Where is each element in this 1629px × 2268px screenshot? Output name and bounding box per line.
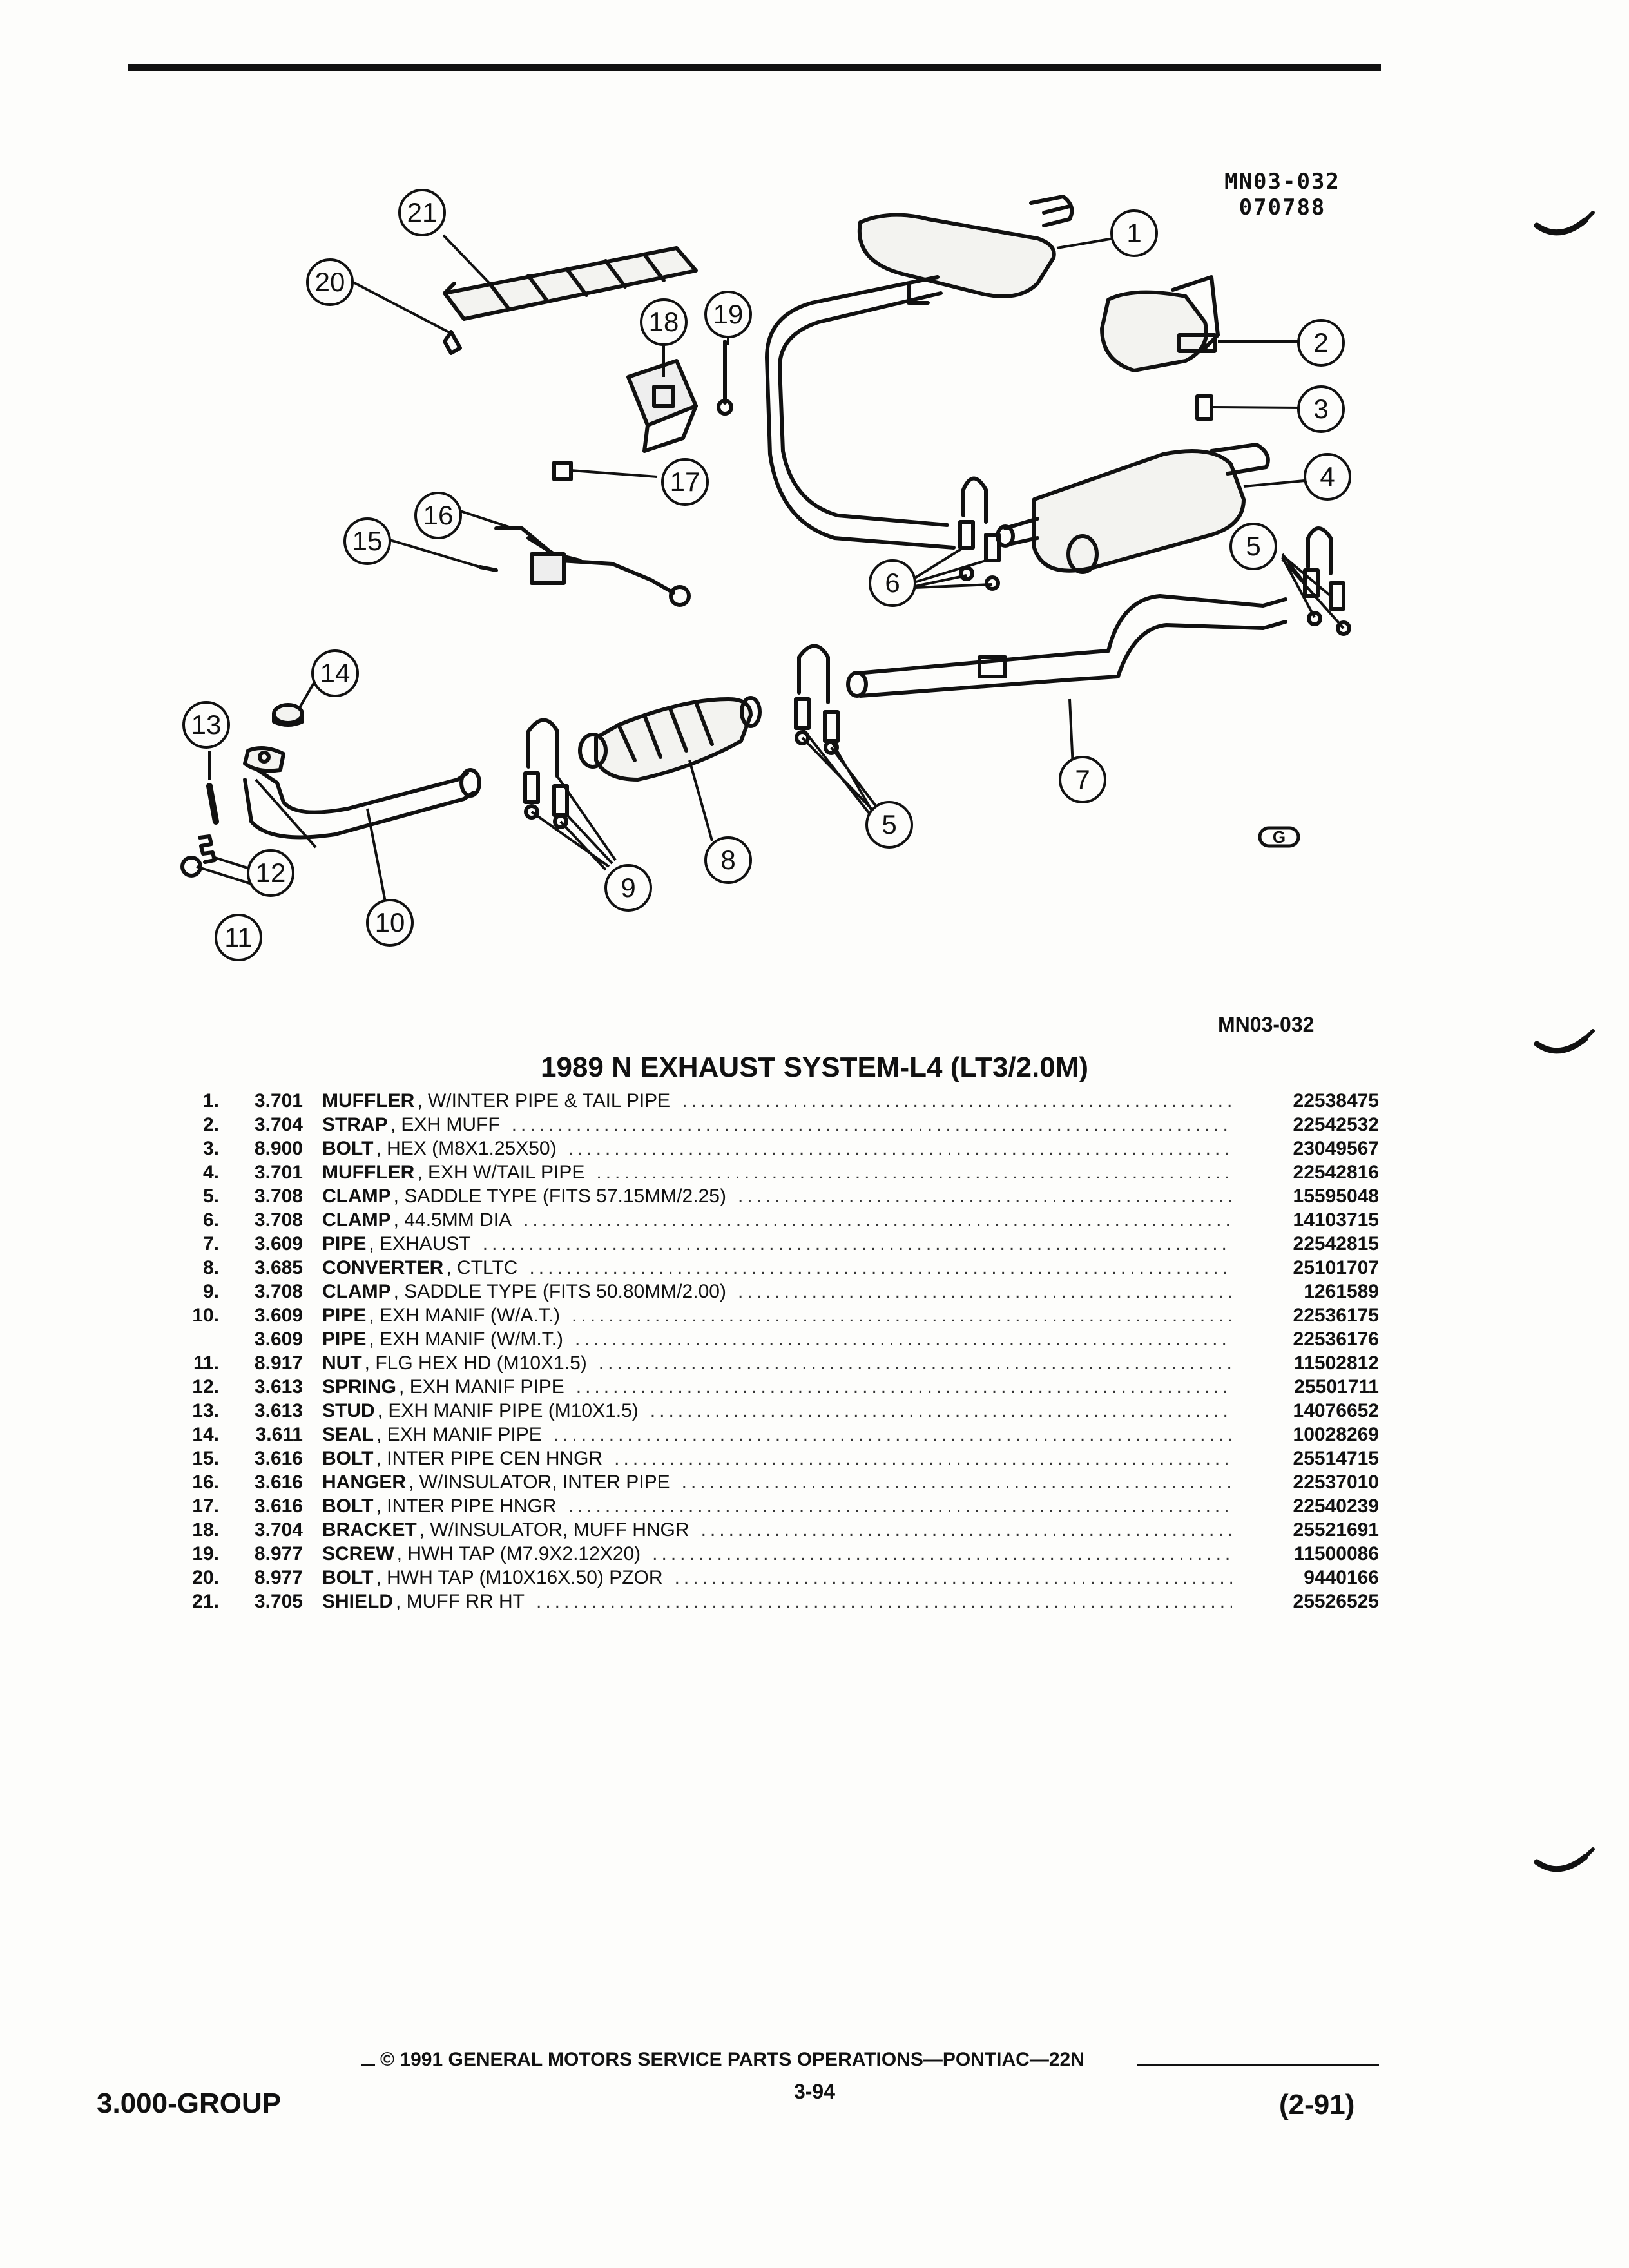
- part-number: 22536176: [1293, 1329, 1379, 1350]
- part-group-number: 3.685: [254, 1257, 303, 1278]
- part-description: [322, 1494, 1244, 1518]
- part-number: 25521691: [1293, 1519, 1379, 1541]
- part-group-number: 3.705: [254, 1591, 303, 1612]
- part-detail: , EXH MANIF PIPE: [399, 1376, 564, 1398]
- callout-10: 10: [374, 907, 405, 937]
- dot-leader: [682, 1089, 1232, 1113]
- callout-20: 20: [314, 267, 345, 297]
- callout-15: 15: [352, 526, 383, 556]
- spring-12: [200, 836, 215, 862]
- dot-leader: [682, 1470, 1232, 1494]
- logo-letter: G: [1272, 827, 1286, 847]
- part-detail: , INTER PIPE CEN HNGR: [376, 1448, 603, 1469]
- part-name: CONVERTER: [322, 1257, 444, 1278]
- callout-6: 6: [885, 568, 900, 598]
- part-number: 14076652: [1293, 1400, 1379, 1421]
- part-detail: , CTLTC: [446, 1257, 518, 1278]
- parts-row: [180, 1089, 1379, 1113]
- part-description: [322, 1542, 1244, 1566]
- manifold-pipe-10: [245, 748, 479, 838]
- parts-row: [180, 1280, 1379, 1303]
- part-item-number: 13.: [192, 1400, 219, 1421]
- dot-leader: [572, 1303, 1232, 1327]
- margin-mark-3: [1534, 1843, 1598, 1888]
- stud-13: [209, 786, 216, 822]
- part-detail: , INTER PIPE HNGR: [376, 1495, 557, 1517]
- callout-18: 18: [648, 307, 679, 337]
- parts-row: [180, 1518, 1379, 1542]
- callout-8: 8: [720, 845, 736, 875]
- callout-3: 3: [1313, 394, 1329, 424]
- part-detail: , SADDLE TYPE (FITS 57.15MM/2.25): [393, 1186, 726, 1207]
- part-detail: , EXH MANIF (W/A.T.): [369, 1305, 561, 1326]
- part-group-number: 3.609: [254, 1305, 303, 1326]
- part-group-number: 3.704: [254, 1519, 303, 1541]
- dot-leader: [596, 1160, 1232, 1184]
- callout-16: 16: [423, 500, 454, 530]
- dot-leader: [536, 1590, 1232, 1613]
- parts-row: [180, 1113, 1379, 1137]
- strap-2: [1102, 277, 1218, 370]
- callout-17: 17: [670, 466, 700, 497]
- part-name: BOLT: [322, 1495, 374, 1517]
- footer-rule-right: [1137, 2064, 1379, 2066]
- footer-rule-left: [361, 2064, 375, 2066]
- part-item-number: 14.: [192, 1424, 219, 1445]
- part-group-number: 3.701: [254, 1090, 303, 1111]
- part-detail: , W/INTER PIPE & TAIL PIPE: [417, 1090, 671, 1111]
- parts-row: [180, 1303, 1379, 1327]
- part-description: [322, 1327, 1244, 1351]
- figure-label: MN03-032: [1218, 1013, 1315, 1036]
- part-item-number: 17.: [192, 1495, 219, 1517]
- part-number: 22542532: [1293, 1114, 1379, 1135]
- clamp-9: [525, 720, 567, 828]
- part-item-number: 5.: [202, 1186, 219, 1207]
- part-description: [322, 1351, 1244, 1375]
- part-description: [322, 1470, 1244, 1494]
- parts-row: [180, 1470, 1379, 1494]
- callout-4: 4: [1320, 461, 1335, 492]
- screw-19: [718, 341, 731, 414]
- callout-2: 2: [1313, 327, 1329, 358]
- part-name: SCREW: [322, 1543, 394, 1564]
- part-number: 14103715: [1293, 1209, 1379, 1231]
- part-number: 22536175: [1293, 1305, 1379, 1326]
- dot-leader: [614, 1446, 1232, 1470]
- clamp-5-center: [796, 646, 838, 754]
- part-detail: , EXH MANIF PIPE (M10X1.5): [377, 1400, 639, 1421]
- dot-leader: [599, 1351, 1232, 1375]
- part-group-number: 8.977: [254, 1567, 303, 1588]
- drawing-id: MN03-032: [1224, 169, 1340, 195]
- part-number: 22542815: [1293, 1233, 1379, 1254]
- part-detail: , HEX (M8X1.25X50): [376, 1138, 557, 1159]
- dot-leader: [652, 1542, 1232, 1566]
- part-name: BOLT: [322, 1448, 374, 1469]
- part-description: [322, 1518, 1244, 1542]
- footer-date: (2-91): [1279, 2089, 1355, 2120]
- footer-page-number: 3-94: [793, 2080, 836, 2103]
- parts-row: [180, 1566, 1379, 1590]
- part-group-number: 3.708: [254, 1281, 303, 1302]
- part-item-number: 4.: [202, 1162, 219, 1183]
- part-group-number: 8.977: [254, 1543, 303, 1564]
- part-description: [322, 1208, 1244, 1232]
- muffler-4: [998, 445, 1268, 572]
- parts-row: [180, 1351, 1379, 1375]
- part-description: [322, 1089, 1244, 1113]
- part-description: [322, 1232, 1244, 1256]
- part-item-number: 1.: [202, 1090, 219, 1111]
- bracket-18: [628, 361, 696, 451]
- intermediate-pipe: [767, 277, 954, 548]
- part-item-number: 12.: [192, 1376, 219, 1398]
- part-item-number: 7.: [202, 1233, 219, 1254]
- part-group-number: 3.708: [254, 1186, 303, 1207]
- part-number: 11502812: [1294, 1352, 1379, 1374]
- converter-8: [580, 698, 760, 780]
- part-description: [322, 1375, 1244, 1399]
- part-number: 25514715: [1293, 1448, 1379, 1469]
- seal-14: [274, 705, 302, 725]
- footer-group: 3.000-GROUP: [97, 2088, 282, 2119]
- part-name: BRACKET: [322, 1519, 417, 1541]
- callout-12: 12: [255, 858, 286, 888]
- part-name: MUFFLER: [322, 1090, 415, 1111]
- part-item-number: 16.: [192, 1472, 219, 1493]
- part-detail: , EXH MUFF: [390, 1114, 500, 1135]
- part-name: CLAMP: [322, 1281, 391, 1302]
- part-description: [322, 1423, 1244, 1446]
- part-number: 1261589: [1304, 1281, 1379, 1302]
- clamp-6: [960, 479, 999, 590]
- part-description: [322, 1137, 1244, 1160]
- part-number: 15595048: [1293, 1186, 1379, 1207]
- part-description: [322, 1590, 1244, 1613]
- part-item-number: 15.: [192, 1448, 219, 1469]
- part-number: 22537010: [1293, 1472, 1379, 1493]
- dot-leader: [675, 1566, 1232, 1590]
- part-name: HANGER: [322, 1472, 407, 1493]
- part-number: 10028269: [1293, 1424, 1379, 1445]
- part-name: PIPE: [322, 1329, 367, 1350]
- part-detail: , W/INSULATOR, INTER PIPE: [409, 1472, 670, 1493]
- part-name: MUFFLER: [322, 1162, 415, 1183]
- part-detail: , FLG HEX HD (M10X1.5): [364, 1352, 587, 1374]
- dot-leader: [738, 1184, 1232, 1208]
- parts-row: [180, 1256, 1379, 1280]
- part-item-number: 21.: [192, 1591, 219, 1612]
- parts-row: [180, 1446, 1379, 1470]
- bolt-3: [1197, 396, 1211, 419]
- dot-leader: [738, 1280, 1232, 1303]
- part-item-number: 2.: [202, 1114, 219, 1135]
- dot-leader: [523, 1208, 1232, 1232]
- parts-row: [180, 1375, 1379, 1399]
- parts-row: [180, 1232, 1379, 1256]
- callout-14: 14: [320, 658, 351, 688]
- callout-5: 5: [1246, 531, 1261, 561]
- part-description: [322, 1446, 1244, 1470]
- parts-row: [180, 1327, 1379, 1351]
- part-detail: , SADDLE TYPE (FITS 50.80MM/2.00): [393, 1281, 726, 1302]
- part-name: SHIELD: [322, 1591, 394, 1612]
- part-group-number: 8.900: [254, 1138, 303, 1159]
- dot-leader: [568, 1494, 1232, 1518]
- part-group-number: 3.613: [254, 1400, 303, 1421]
- dot-leader: [483, 1232, 1232, 1256]
- bolt-15: [480, 567, 496, 570]
- part-number: 25526525: [1293, 1591, 1379, 1612]
- part-item-number: 6.: [202, 1209, 219, 1231]
- part-detail: , MUFF RR HT: [396, 1591, 525, 1612]
- part-number: 25101707: [1293, 1257, 1379, 1278]
- part-name: BOLT: [322, 1567, 374, 1588]
- dot-leader: [512, 1113, 1232, 1137]
- part-detail: , HWH TAP (M10X16X.50) PZOR: [376, 1567, 663, 1588]
- part-group-number: 3.611: [255, 1424, 303, 1445]
- callout-11: 11: [224, 922, 253, 952]
- callout-19: 19: [713, 299, 744, 329]
- part-name: NUT: [322, 1352, 362, 1374]
- parts-row: [180, 1208, 1379, 1232]
- part-name: SEAL: [322, 1424, 374, 1445]
- part-name: STRAP: [322, 1114, 388, 1135]
- part-name: CLAMP: [322, 1186, 391, 1207]
- part-description: [322, 1160, 1244, 1184]
- part-detail: , W/INSULATOR, MUFF HNGR: [419, 1519, 689, 1541]
- part-item-number: 11.: [193, 1352, 219, 1374]
- part-description: [322, 1399, 1244, 1423]
- part-name: SPRING: [322, 1376, 397, 1398]
- footer-copyright: © 1991 GENERAL MOTORS SERVICE PARTS OPERATIONS—PONTIAC—22N: [380, 2049, 1084, 2070]
- part-number: 11500086: [1294, 1543, 1379, 1564]
- parts-row: [180, 1137, 1379, 1160]
- part-detail: , EXH W/TAIL PIPE: [417, 1162, 585, 1183]
- part-description: [322, 1256, 1244, 1280]
- logo-mark: [1260, 827, 1298, 847]
- part-group-number: 8.917: [254, 1352, 303, 1374]
- dot-leader: [576, 1375, 1232, 1399]
- part-number: 9440166: [1304, 1567, 1379, 1588]
- part-detail: , EXH MANIF (W/M.T.): [369, 1329, 564, 1350]
- parts-row: [180, 1160, 1379, 1184]
- part-description: [322, 1303, 1244, 1327]
- parts-row: [180, 1494, 1379, 1518]
- part-group-number: 3.616: [254, 1448, 303, 1469]
- parts-row: [180, 1542, 1379, 1566]
- exhaust-pipe-7: [848, 596, 1286, 696]
- callout-21: 21: [407, 197, 438, 227]
- part-number: 23049567: [1293, 1138, 1379, 1159]
- part-item-number: 8.: [202, 1257, 219, 1278]
- dot-leader: [554, 1423, 1232, 1446]
- part-description: [322, 1184, 1244, 1208]
- parts-row: [180, 1423, 1379, 1446]
- callout-13: 13: [191, 709, 222, 740]
- part-number: 22542816: [1293, 1162, 1379, 1183]
- part-name: PIPE: [322, 1305, 367, 1326]
- callout-5-second: 5: [882, 809, 897, 840]
- part-group-number: 3.616: [254, 1495, 303, 1517]
- dot-leader: [529, 1256, 1232, 1280]
- part-number: 25501711: [1294, 1376, 1379, 1398]
- part-group-number: 3.616: [254, 1472, 303, 1493]
- part-name: BOLT: [322, 1138, 374, 1159]
- callout-1: 1: [1126, 218, 1142, 248]
- part-name: STUD: [322, 1400, 375, 1421]
- part-item-number: 9.: [202, 1281, 219, 1302]
- part-description: [322, 1566, 1244, 1590]
- dot-leader: [575, 1327, 1232, 1351]
- parts-list: [180, 1089, 1379, 1613]
- part-group-number: 3.613: [254, 1376, 303, 1398]
- part-group-number: 3.704: [254, 1114, 303, 1135]
- part-group-number: 3.609: [254, 1329, 303, 1350]
- part-name: CLAMP: [322, 1209, 391, 1231]
- drawing-date: 070788: [1239, 195, 1326, 220]
- hanger-16: [496, 528, 689, 605]
- part-number: 22540239: [1293, 1495, 1379, 1517]
- part-detail: , 44.5MM DIA: [393, 1209, 512, 1231]
- parts-row: [180, 1399, 1379, 1423]
- part-detail: , HWH TAP (M7.9X2.12X20): [396, 1543, 641, 1564]
- part-detail: , EXHAUST: [369, 1233, 471, 1254]
- part-item-number: 20.: [192, 1567, 219, 1588]
- exhaust-exploded-diagram: [0, 0, 1629, 1005]
- section-title: 1989 N EXHAUST SYSTEM-L4 (LT3/2.0M): [540, 1052, 1089, 1083]
- part-item-number: 10.: [192, 1305, 219, 1326]
- part-group-number: 3.609: [254, 1233, 303, 1254]
- part-number: 22538475: [1293, 1090, 1379, 1111]
- part-item-number: 3.: [202, 1138, 219, 1159]
- bolt-17: [554, 463, 571, 479]
- dot-leader: [701, 1518, 1232, 1542]
- part-item-number: 19.: [192, 1543, 219, 1564]
- part-description: [322, 1280, 1244, 1303]
- callout-7: 7: [1075, 764, 1090, 794]
- part-group-number: 3.708: [254, 1209, 303, 1231]
- part-description: [322, 1113, 1244, 1137]
- callout-9: 9: [621, 872, 636, 903]
- part-item-number: 18.: [192, 1519, 219, 1541]
- dot-leader: [568, 1137, 1232, 1160]
- part-detail: , EXH MANIF PIPE: [376, 1424, 542, 1445]
- part-group-number: 3.701: [254, 1162, 303, 1183]
- parts-row: [180, 1590, 1379, 1613]
- parts-row: [180, 1184, 1379, 1208]
- part-name: PIPE: [322, 1233, 367, 1254]
- dot-leader: [650, 1399, 1232, 1423]
